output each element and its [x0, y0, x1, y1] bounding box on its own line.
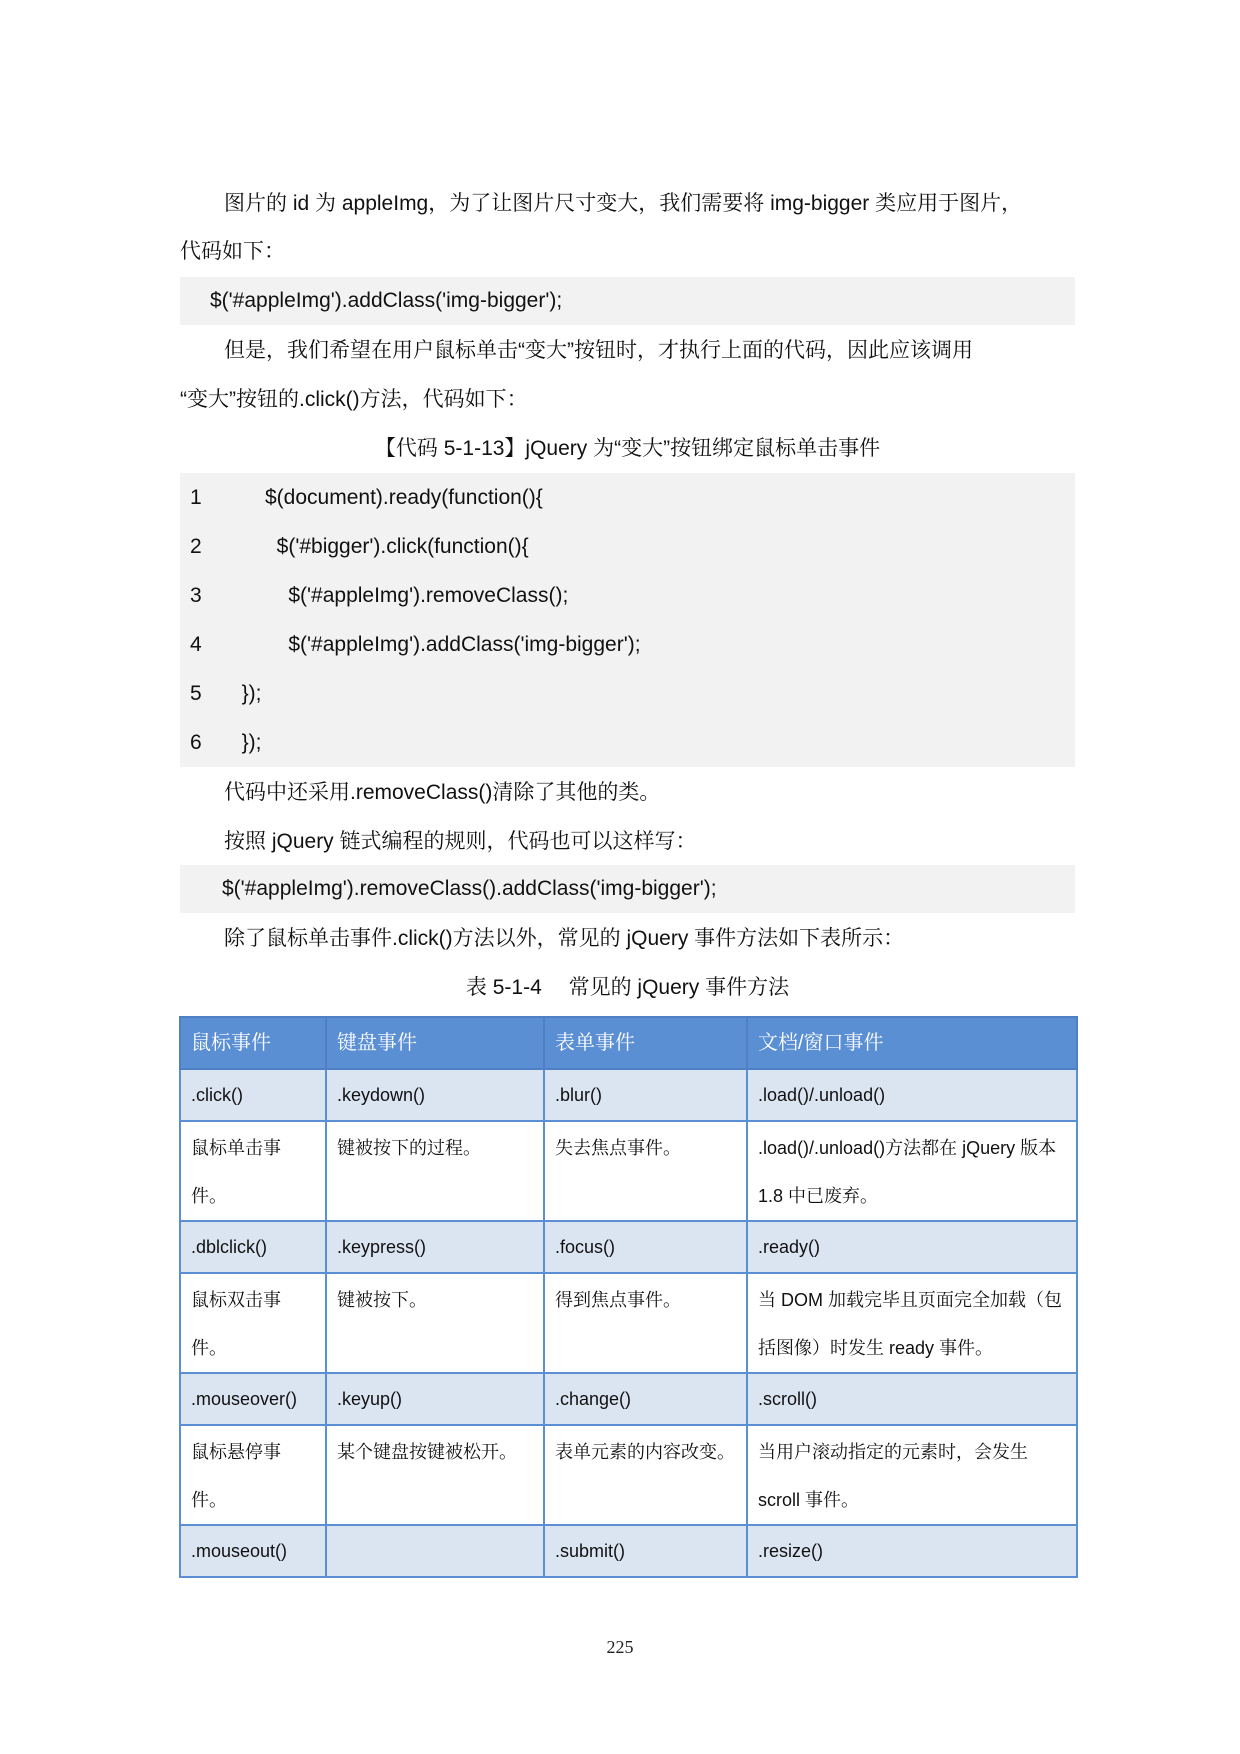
code-line: [180, 620, 1075, 669]
jquery-events-table: [179, 1016, 1078, 1578]
header-mouse-events: 鼠标事件: [180, 1017, 326, 1069]
header-document-window-events: 文档/窗口事件: [747, 1017, 1077, 1069]
table-row: [180, 1373, 1077, 1425]
table-row: [180, 1273, 1077, 1373]
header-keyboard-events: 键盘事件: [326, 1017, 544, 1069]
table-cell: 键被按下。: [326, 1273, 544, 1373]
paragraph-3: 代码中还采用.removeClass()清除了其他的类。: [224, 781, 661, 804]
table-cell: .blur(): [544, 1069, 747, 1121]
table-cell: .keyup(): [326, 1373, 544, 1425]
line-number: 2: [190, 535, 202, 558]
code-caption: 【代码 5-1-13】jQuery 为“变大”按钮绑定鼠标单击事件: [374, 437, 881, 460]
table-cell: .dblclick(): [180, 1221, 326, 1273]
table-cell: .mouseout(): [180, 1525, 326, 1577]
table-row: [180, 1525, 1077, 1577]
code-snippet-2-text: $('#appleImg').removeClass().addClass('img-bigger');: [222, 877, 717, 900]
table-cell: .submit(): [544, 1525, 747, 1577]
table-cell: 鼠标悬停事件。: [180, 1425, 326, 1525]
code-listing: [180, 473, 1075, 767]
line-code: $('#appleImg').removeClass();: [230, 584, 569, 607]
table-header-row: [180, 1017, 1077, 1069]
line-number: 3: [190, 584, 202, 607]
paragraph-2-line-2: “变大”按钮的.click()方法，代码如下：: [180, 388, 528, 411]
paragraph-1-line-2: 代码如下：: [180, 240, 285, 263]
table-row: [180, 1221, 1077, 1273]
line-code: $('#bigger').click(function(){: [230, 535, 529, 558]
table-cell: 某个键盘按键被松开。: [326, 1425, 544, 1525]
table-row: [180, 1069, 1077, 1121]
table-cell: .focus(): [544, 1221, 747, 1273]
table-cell: .load()/.unload()方法都在 jQuery 版本 1.8 中已废弃。: [747, 1121, 1077, 1221]
code-line: [180, 522, 1075, 571]
table-caption: 表 5-1-4 常见的 jQuery 事件方法: [465, 976, 790, 999]
table-cell: 得到焦点事件。: [544, 1273, 747, 1373]
table-cell: 鼠标单击事件。: [180, 1121, 326, 1221]
table-cell: .resize(): [747, 1525, 1077, 1577]
header-form-events: 表单事件: [544, 1017, 747, 1069]
code-line: [180, 718, 1075, 767]
line-number: 4: [190, 633, 202, 656]
table-cell: .click(): [180, 1069, 326, 1121]
table-cell: .change(): [544, 1373, 747, 1425]
paragraph-1-line-1: 图片的 id 为 appleImg，为了让图片尺寸变大，我们需要将 img-bigger 类应用于图片，: [224, 192, 1023, 215]
paragraph-4: 按照 jQuery 链式编程的规则，代码也可以这样写：: [224, 830, 697, 853]
line-code: });: [230, 731, 262, 754]
line-number: 1: [190, 486, 202, 509]
table-cell: [326, 1525, 544, 1577]
code-line: [180, 669, 1075, 718]
table-cell: .mouseover(): [180, 1373, 326, 1425]
table-cell: 鼠标双击事件。: [180, 1273, 326, 1373]
table-row: [180, 1121, 1077, 1221]
table-cell: 失去焦点事件。: [544, 1121, 747, 1221]
table-cell: 当用户滚动指定的元素时，会发生 scroll 事件。: [747, 1425, 1077, 1525]
line-code: $(document).ready(function(){: [230, 486, 543, 509]
table-cell: .keydown(): [326, 1069, 544, 1121]
paragraph-2-line-1: 但是，我们希望在用户鼠标单击“变大”按钮时，才执行上面的代码，因此应该调用: [224, 339, 973, 362]
table-cell: 键被按下的过程。: [326, 1121, 544, 1221]
code-snippet-1: [180, 277, 1075, 325]
code-line: [180, 473, 1075, 522]
table-cell: .keypress(): [326, 1221, 544, 1273]
table-cell: .load()/.unload(): [747, 1069, 1077, 1121]
table-cell: .ready(): [747, 1221, 1077, 1273]
paragraph-5: 除了鼠标单击事件.click()方法以外，常见的 jQuery 事件方法如下表所示：: [224, 927, 905, 950]
line-code: $('#appleImg').addClass('img-bigger');: [230, 633, 641, 656]
page-number: 225: [606, 1637, 634, 1657]
table-cell: .scroll(): [747, 1373, 1077, 1425]
code-snippet-1-text: $('#appleImg').addClass('img-bigger');: [210, 289, 563, 312]
line-code: });: [230, 682, 262, 705]
table-cell: 当 DOM 加载完毕且页面完全加载（包括图像）时发生 ready 事件。: [747, 1273, 1077, 1373]
table-cell: 表单元素的内容改变。: [544, 1425, 747, 1525]
line-number: 6: [190, 731, 202, 754]
table-row: [180, 1425, 1077, 1525]
code-line: [180, 571, 1075, 620]
line-number: 5: [190, 682, 202, 705]
code-snippet-2: [180, 865, 1075, 913]
